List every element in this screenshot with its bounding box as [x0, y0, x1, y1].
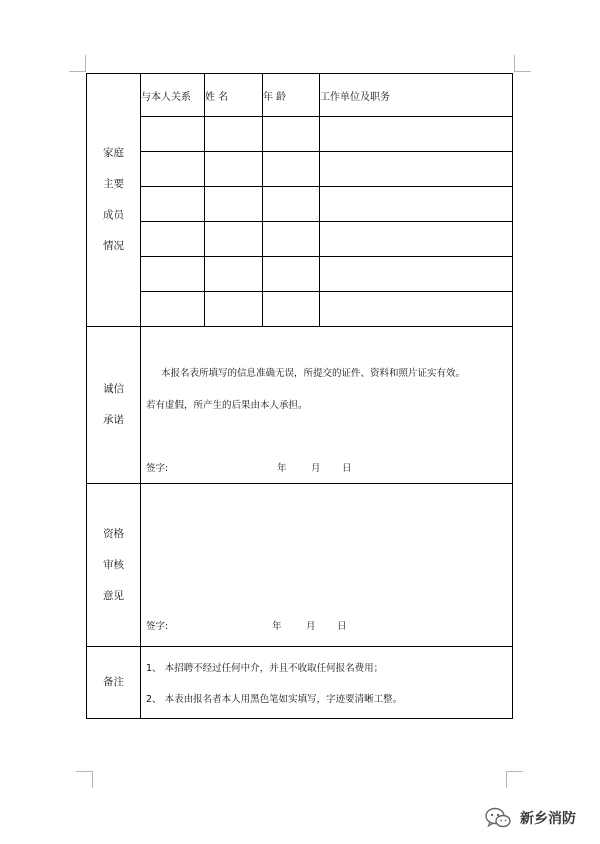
- registration-form-table: [86, 73, 513, 719]
- family-label-line: 主要: [103, 178, 124, 190]
- employer-cell[interactable]: [320, 152, 513, 187]
- promise-month-label: 月: [311, 463, 321, 474]
- name-cell[interactable]: [205, 117, 263, 152]
- promise-label-line: 诚信: [103, 383, 124, 395]
- review-section-label: [87, 484, 141, 647]
- name-cell[interactable]: [205, 152, 263, 187]
- table-row: [87, 257, 513, 292]
- remarks-content: [141, 647, 513, 719]
- employer-cell[interactable]: [320, 257, 513, 292]
- name-cell[interactable]: [205, 257, 263, 292]
- table-row: [87, 222, 513, 257]
- employer-cell[interactable]: [320, 222, 513, 257]
- remark-item-1: 1、 本招聘不经过任何中介，并且不收取任何报名费用；: [146, 663, 384, 674]
- relation-cell[interactable]: [141, 257, 205, 292]
- name-cell[interactable]: [205, 292, 263, 327]
- relation-cell[interactable]: [141, 222, 205, 257]
- review-day-label: 日: [337, 621, 347, 632]
- remarks-row: [87, 647, 513, 719]
- crop-mark-bottom-right: [506, 771, 523, 788]
- promise-content: [141, 327, 513, 484]
- relation-cell[interactable]: [141, 152, 205, 187]
- age-cell[interactable]: [263, 222, 320, 257]
- promise-label-line: 承诺: [103, 414, 124, 426]
- header-employer-position: 工作单位及职务: [320, 74, 513, 117]
- employer-cell[interactable]: [320, 292, 513, 327]
- employer-cell[interactable]: [320, 187, 513, 222]
- watermark: [484, 806, 576, 830]
- promise-day-label: 日: [342, 463, 352, 474]
- age-cell[interactable]: [263, 187, 320, 222]
- promise-statement-line1: 本报名表所填写的信息准确无误，所提交的证件、资料和照片证实有效。: [161, 368, 466, 379]
- table-row: [87, 152, 513, 187]
- review-month-label: 月: [306, 621, 316, 632]
- crop-mark-bottom-left: [76, 771, 93, 788]
- table-row: [87, 187, 513, 222]
- review-content: [141, 484, 513, 647]
- relation-cell[interactable]: [141, 187, 205, 222]
- promise-section-label: [87, 327, 141, 484]
- relation-cell[interactable]: [141, 117, 205, 152]
- family-section-label: [87, 74, 141, 327]
- promise-row: [87, 327, 513, 484]
- header-relation: 与本人关系: [141, 74, 205, 117]
- promise-sign-label: 签字:: [146, 463, 169, 474]
- crop-mark-top-right: [514, 55, 531, 72]
- review-year-label: 年: [272, 621, 282, 632]
- promise-statement-line2: 若有虚假，所产生的后果由本人承担。: [146, 400, 308, 411]
- family-label-line: 家庭: [103, 147, 124, 159]
- remarks-section-label: 备注: [87, 647, 141, 719]
- remark-item-2: 2、 本表由报名者本人用黑色笔如实填写，字迹要清晰工整。: [146, 694, 403, 705]
- name-cell[interactable]: [205, 187, 263, 222]
- age-cell[interactable]: [263, 292, 320, 327]
- review-label-line: 意见: [103, 589, 124, 602]
- watermark-text: 新乡消防: [520, 811, 576, 827]
- table-row: [87, 292, 513, 327]
- family-label-line: 成员: [103, 209, 124, 221]
- crop-mark-top-left: [69, 55, 86, 72]
- relation-cell[interactable]: [141, 292, 205, 327]
- review-label-line: 审核: [103, 558, 124, 571]
- review-row: [87, 484, 513, 647]
- promise-year-label: 年: [277, 463, 287, 474]
- review-sign-label: 签字:: [146, 621, 169, 632]
- table-row: [87, 117, 513, 152]
- header-name: 姓 名: [205, 74, 263, 117]
- age-cell[interactable]: [263, 117, 320, 152]
- family-label-line: 情况: [103, 240, 124, 252]
- family-header-row: [87, 74, 513, 117]
- name-cell[interactable]: [205, 222, 263, 257]
- wechat-icon: [484, 806, 512, 830]
- age-cell[interactable]: [263, 152, 320, 187]
- header-age: 年 龄: [263, 74, 320, 117]
- review-label-line: 资格: [103, 527, 124, 540]
- age-cell[interactable]: [263, 257, 320, 292]
- employer-cell[interactable]: [320, 117, 513, 152]
